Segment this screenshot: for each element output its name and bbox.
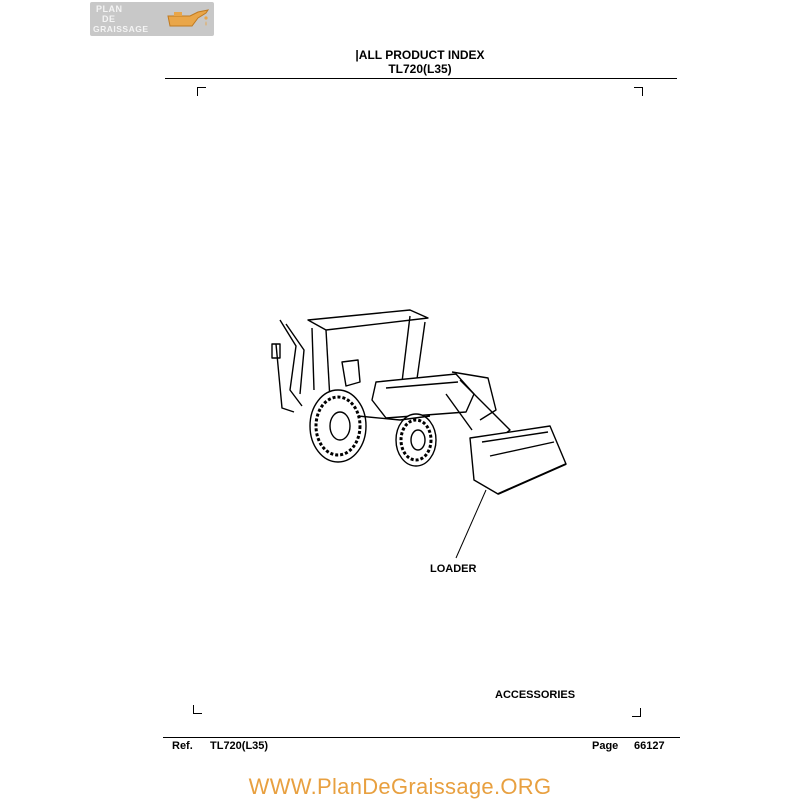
footer-rule (163, 737, 680, 738)
site-logo (90, 2, 214, 36)
corner-mark-top-right (634, 87, 643, 96)
index-title: |ALL PRODUCT INDEX (355, 48, 485, 62)
logo-line-1: PLAN (96, 4, 123, 14)
corner-mark-bottom-right (632, 708, 641, 717)
ref-value: TL720(L35) (210, 740, 269, 752)
accessories-label: ACCESSORIES (495, 689, 576, 701)
tractor-loader-backhoe-illustration (260, 290, 580, 580)
corner-mark-bottom-left (193, 705, 202, 714)
header-rule (165, 78, 677, 79)
logo-line-3: GRAISSAGE (93, 24, 149, 34)
corner-mark-top-left (197, 87, 206, 96)
page-number: 66127 (634, 740, 665, 752)
page-label: Page (592, 740, 619, 752)
ref-label: Ref. (172, 740, 193, 752)
model-title: TL720(L35) (388, 62, 452, 76)
oil-can-icon (162, 4, 210, 34)
logo-line-2: DE (102, 14, 116, 24)
loader-callout: LOADER (430, 563, 477, 575)
site-watermark[interactable]: WWW.PlanDeGraissage.ORG (248, 774, 552, 799)
